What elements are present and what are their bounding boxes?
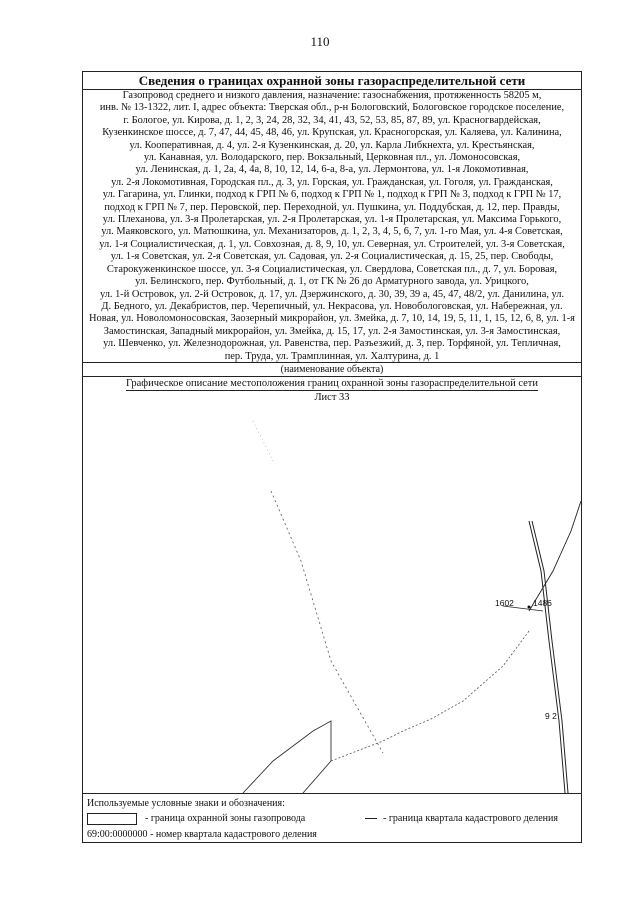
description-line: Газопровод среднего и низкого давления, назначение: газоснабжения, протяженность 58205 м, (122, 90, 542, 101)
description-line: г. Бологое, ул. Кирова, д. 1, 2, 3, 24, 28, 32, 34, 41, 43, 52, 53, 85, 87, 89, ул. Красногвардейская, (123, 114, 541, 126)
description-line: Новая, ул. Новоломоносовская, Заозерный микрорайон, ул. Змейка, д. 7, 10, 14, 19, 5, 11, 1, 15, 12, 6, 8, ул. 1-я (89, 313, 575, 325)
document-frame (82, 71, 582, 843)
description-line: ул. 2-я Локомотивная, Городская пл., д. 3, ул. Горская, ул. Гражданская, ул. Гоголя, ул. Гражданская, (111, 176, 553, 188)
point-label: 1602 (495, 598, 514, 608)
cadastral-quarter-line (529, 521, 565, 793)
description-line: ул. Шевченко, ул. Железнодорожная, ул. Равенства, пер. Разъезжий, д. 3, пер. Торфяной, ул. Тепличная, (103, 338, 561, 350)
zone-boundary-line (243, 721, 331, 793)
description-line: инв. № 13-1322, лит. I, адрес объекта: Тверская обл., р-н Бологовский, Бологовское городское поселение, (99, 102, 565, 114)
legend-title: Используемые условные знаки и обозначения: (87, 798, 285, 809)
description-line: ул. Кооперативная, д. 4, ул. 2-я Кузенкинская, д. 20, ул. Карла Либкнехта, ул. Крестьянская, (129, 139, 535, 151)
document-title: Сведения о границах охранной зоны газораспределительной сети (83, 72, 581, 90)
description-line: пер. Труда, ул. Трамплинная, ул. Халтурина, д. 1 (224, 350, 440, 362)
description-line: Д. Бедного, ул. Декабристов, пер. Черепичный, ул. Некрасова, ул. Новобологовская, ул. Набережная, ул. (101, 300, 563, 312)
zone-boundary-line (271, 491, 383, 753)
zone-boundary-symbol (87, 813, 137, 825)
legend (83, 793, 581, 844)
quarter-boundary-legend-label: - граница квартала кадастрового деления (383, 813, 558, 824)
page-number: 110 (310, 34, 330, 49)
zone-boundary-line (253, 421, 273, 461)
description-line: Кузенкинское шоссе, д. 7, 47, 44, 45, 48, 46, ул. Крупская, ул. Красногорская, ул. Каляева, ул. Калинина, (102, 127, 562, 139)
cadastral-quarter-line (532, 521, 568, 793)
zone-boundary-legend-label: - граница охранной зоны газопровода (145, 813, 306, 824)
object-description (85, 90, 579, 363)
description-line: ул. Канавная, ул. Володарского, пер. Вокзальный, Церковная пл., ул. Ломоносовская, (143, 152, 521, 164)
map-area (83, 401, 581, 793)
description-line: Замостинская, Западный микрорайон, ул. Змейка, д. 15, 17, ул. 2-я Замостинская, ул. 3-я Замостинская, (103, 325, 561, 337)
zone-boundary-line (331, 631, 529, 761)
sheet-label: Лист 33 (314, 392, 350, 403)
description-line: ул. Маяковского, ул. Матюшкина, ул. Механизаторов, д. 1, 2, 3, 4, 5, 6, 7, ул. 1-го Мая, ул. 4-я Советская, (101, 226, 563, 238)
graphic-heading-block (83, 377, 581, 403)
boundary-point-marker (528, 606, 531, 609)
description-line: ул. Плеханова, ул. 3-я Пролетарская, ул. 2-я Пролетарская, ул. 1-я Пролетарская, ул. Максима Горького, (102, 214, 562, 226)
description-line: ул. Белинского, пер. Футбольный, д. 1, от ГК № 26 до Арматурного завода, ул. Урицкого, (135, 276, 529, 288)
description-line: подход к ГРП № 7, пер. Перовской, пер. Переходной, ул. Пушкина, ул. Поддубская, д. 12, пер. Правды, (104, 201, 560, 213)
quarter-number-sample: 69:00:0000000 (87, 829, 148, 840)
object-name-caption: (наименование объекта) (83, 362, 581, 377)
quarter-number-legend (87, 829, 317, 840)
description-line: Старокуженкинское шоссе, ул. 3-я Социалистическая, ул. Свердлова, Советская пл., д. 7, ул. Боровая, (106, 263, 558, 275)
description-line: ул. Ленинская, д. 1, 2а, 4, 4а, 8, 10, 12, 14, 6-а, 8-а, ул. Лермонтова, ул. 1-я Локомотивная, (135, 164, 529, 176)
graphic-heading: Графическое описание местоположения границ охранной зоны газораспределительной сети (125, 378, 539, 389)
description-line: ул. 1-я Социалистическая, д. 1, ул. Совхозная, д. 8, 9, 10, ул. Северная, ул. Строителей, ул. 3-я Советская, (99, 238, 565, 250)
point-label: 9 2 (545, 711, 557, 721)
map-drawing (83, 401, 581, 793)
description-line: ул. 1-й Островок, ул. 2-й Островок, д. 17, ул. Дзержинского, д. 30, 39, 39 а, 45, 47, 48/2, ул. Данилина, ул. (99, 288, 565, 300)
point-label: 1486 (533, 598, 552, 608)
cadastral-quarter-line (529, 501, 581, 611)
description-line: ул. Гагарина, ул. Глинки, подход к ГРП № 6, подход к ГРП № 1, подход к ГРП № 3, подход к ГРП № 17, (102, 189, 562, 201)
quarter-boundary-symbol (365, 818, 377, 819)
quarter-number-legend-label: - номер квартала кадастрового деления (150, 829, 317, 840)
description-line: ул. 1-я Советская, ул. 2-я Советская, ул. Садовая, ул. 2-я Социалистическая, д. 15, 25, пер. Свободы, (110, 251, 554, 263)
